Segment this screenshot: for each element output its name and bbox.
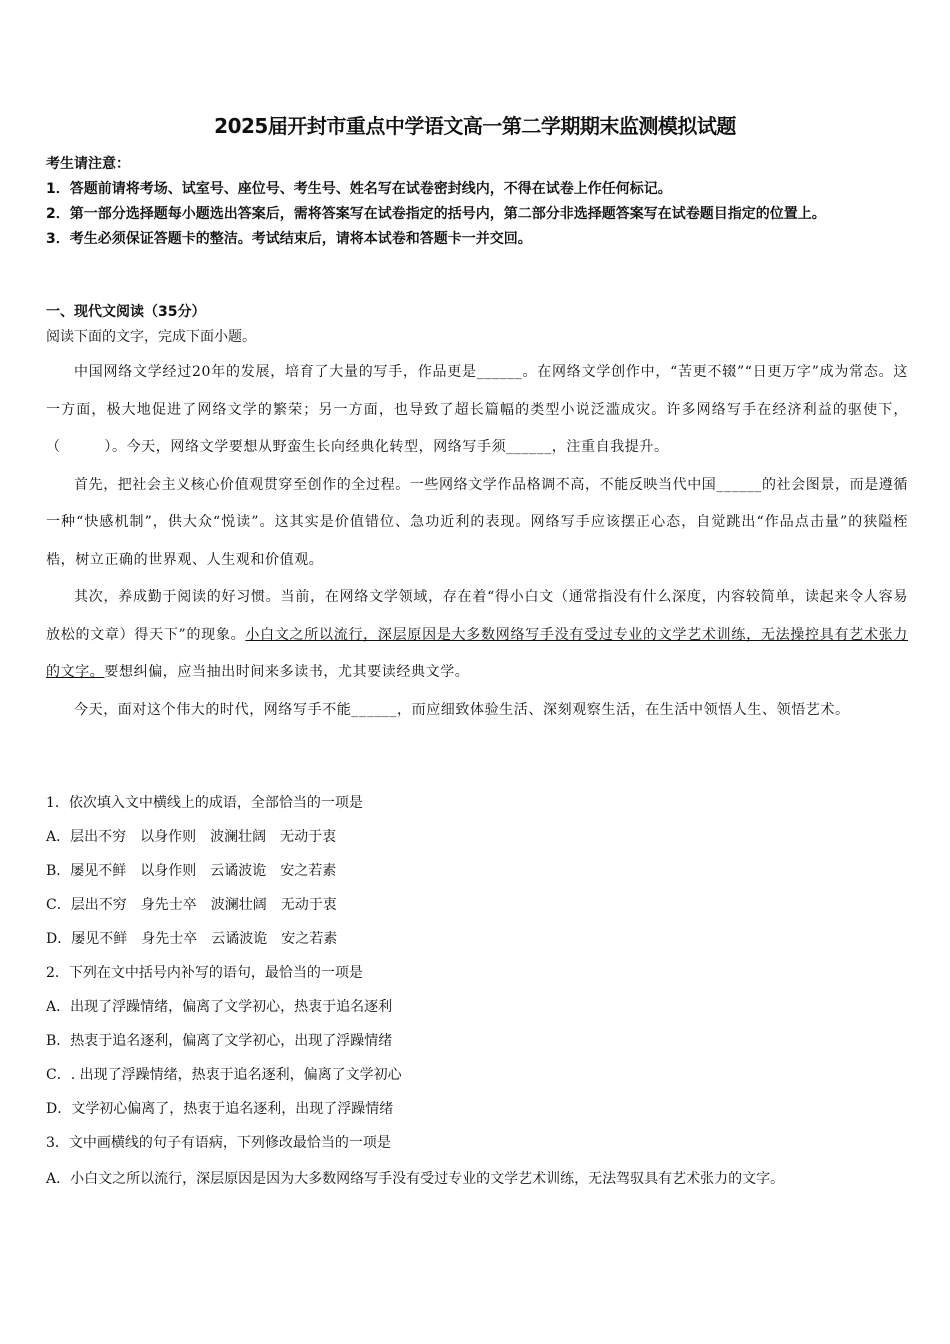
passage-paragraph [46,579,908,692]
passage-paragraph: 今天，面对这个伟大的时代，网络写手不能______，而应细致体验生活、深刻观察生活，在生活中领悟人生、领悟艺术。 [74,701,850,718]
answer-option: A．出现了浮躁情绪，偏离了文学初心，热衷于追名逐利 [46,999,393,1015]
answer-option [46,820,908,854]
page-title: 2025届开封市重点中学语文高一第二学期期末监测模拟试题 [214,114,736,138]
option-label: D． [46,931,72,947]
option-label: A． [46,829,71,845]
question-stem: 2．下列在文中括号内补写的语句，最恰当的一项是 [46,965,363,981]
option-term: 以身作则 [140,863,197,879]
question-stem: 1．依次填入文中横线上的成语，全部恰当的一项是 [46,795,363,811]
answer-option [46,854,908,888]
option-term: 层出不穷 [70,897,127,913]
section-heading: 一、现代文阅读（35分） [46,304,206,320]
answer-option [46,922,908,956]
option-term: 层出不穷 [70,829,127,845]
option-term: 以身作则 [140,829,197,845]
section-header [46,300,906,350]
question-list [46,786,908,1198]
option-term: 无动于衷 [280,897,337,913]
option-term: 无动于衷 [280,829,337,845]
option-label: B． [46,863,71,879]
answer-option: C．. 出现了浮躁情绪，热衷于追名逐利，偏离了文学初心 [46,1067,402,1083]
notice-item: 3．考生必须保证答题卡的整洁。考试结束后，请将本试卷和答题卡一并交回。 [46,231,532,247]
notice-heading: 考生请注意： [46,156,130,172]
notice-item: 1．答题前请将考场、试室号、座位号、考生号、姓名写在试卷密封线内，不得在试卷上作任何标记。 [46,181,672,197]
option-term: 身先士卒 [140,897,197,913]
option-term: 安之若素 [280,863,337,879]
question-stem: 3．文中画横线的句子有语病，下列修改最恰当的一项是 [46,1135,391,1151]
option-term: 云谲波诡 [211,931,268,947]
passage-paragraph: 中国网络文学经过20年的发展，培育了大量的写手，作品更是______。在网络文学创作中，“苦更不辍”“日更万字”成为常态。这一方面，极大地促进了网络文学的繁荣；另一方面，也导致了超长篇幅的类型小说泛滥成灾。许多网络写手在经济利益的驱使下，（ ）。今天，网络文学要想从野蛮生长向经典化转型，网络写手须______，注重自我提升。 [46,364,908,455]
section-instruction: 阅读下面的文字，完成下面小题。 [46,329,256,345]
passage-paragraph: 首先，把社会主义核心价值观贯穿至创作的全过程。一些网络文学作品格调不高，不能反映当代中国______的社会图景，而是遵循一种“快感机制”，供大众“悦读”。这其实是价值错位、急功近利的表现。网络写手应该摆正心态，自觉跳出“作品点击量”的狭隘桎梏，树立正确的世界观、人生观和价值观。 [46,476,908,568]
option-term: 波澜壮阔 [210,897,267,913]
option-term: 云谲波诡 [210,863,267,879]
option-term: 屡见不鲜 [71,931,128,947]
answer-option: D．文学初心偏离了，热衷于追名逐利，出现了浮躁情绪 [46,1101,394,1117]
option-term: 屡见不鲜 [70,863,127,879]
option-term: 身先士卒 [141,931,198,947]
option-label: C． [46,897,71,913]
reading-passage [46,354,908,729]
option-term: 波澜壮阔 [210,829,267,845]
answer-option [46,888,908,922]
passage-text: 其次，养成勤于阅读的好习惯。当前，在网络文学领域，存在着“得小白文（通常指没有什么深度，内容较简单，读起来令人容易放松的文章）得天下”的现象。 [46,589,908,643]
passage-text: 要想纠偏，应当抽出时间来多读书，尤其要读经典文学。 [104,664,470,680]
notice-item: 2．第一部分选择题每小题选出答案后，需将答案写在试卷指定的括号内，第二部分非选择题答案写在试卷题目指定的位置上。 [46,206,826,222]
underlined-sentence: 小白文之所以流行，深层原因是大多数网络写手没有受过专业的文学艺术训练，无法操控具有艺术张力的文字。 [46,626,908,680]
option-term: 安之若素 [281,931,338,947]
answer-option: A．小白文之所以流行，深层原因是因为大多数网络写手没有受过专业的文学艺术训练，无法驾驭具有艺术张力的文字。 [46,1171,785,1187]
answer-option: B．热衷于追名逐利，偏离了文学初心，出现了浮躁情绪 [46,1033,393,1049]
candidate-notice [46,152,906,252]
